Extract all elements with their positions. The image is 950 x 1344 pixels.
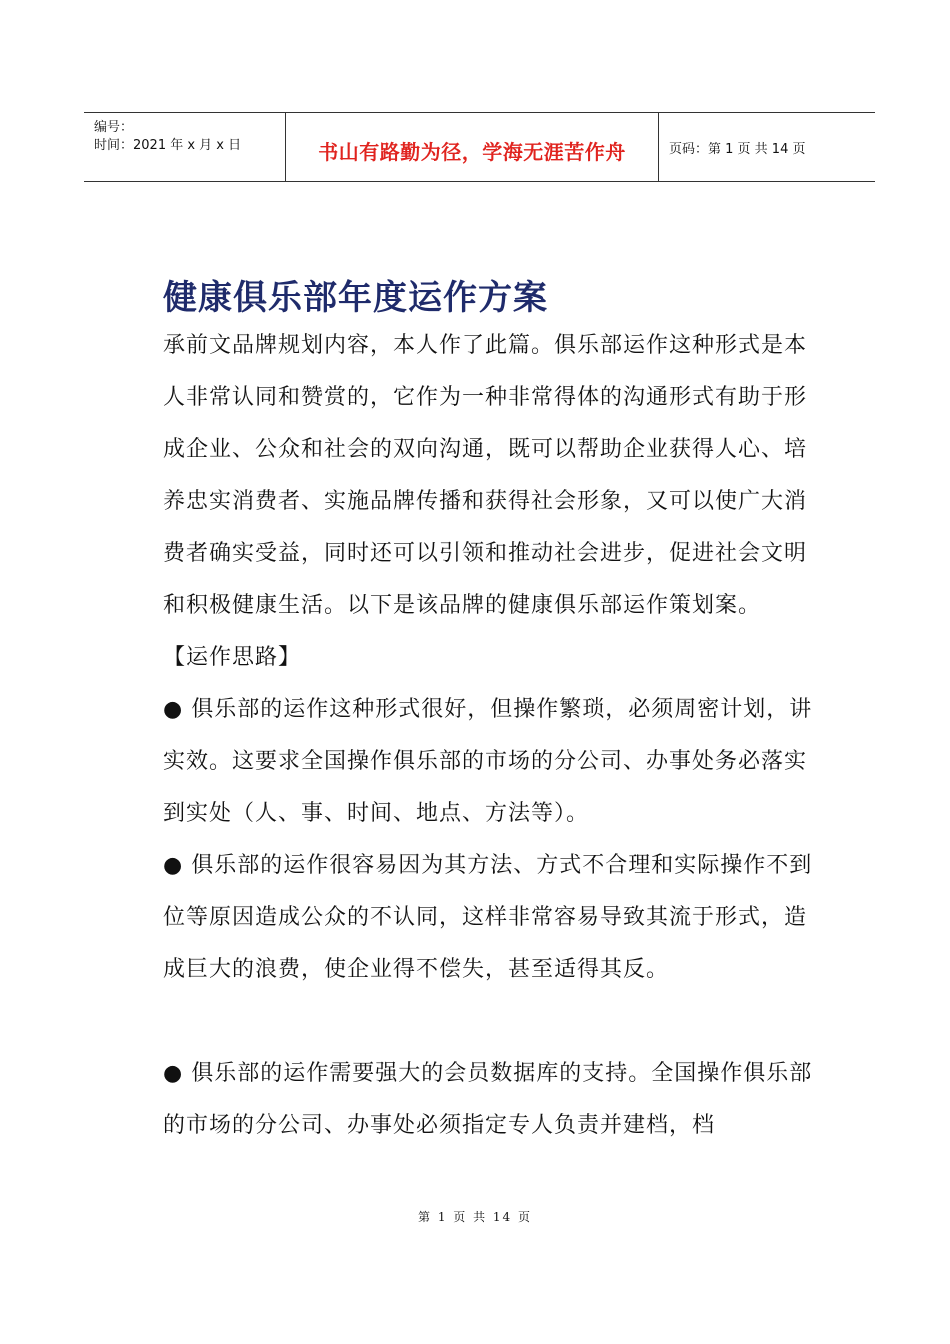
bullet-paragraph: ● 俱乐部的运作很容易因为其方法、方式不合理和实际操作不到位等原因造成公众的不认同，这样非常容易导致其流于形式，造成巨大的浪费，使企业得不偿失，甚至适得其反。 xyxy=(163,853,813,982)
page-info: 页码：第 1 页 共 14 页 xyxy=(669,141,806,157)
date-label: 时间：2021 年 x 月 x 日 xyxy=(94,138,242,153)
bullet-paragraph: ● 俱乐部的运作这种形式很好，但操作繁琐，必须周密计划，讲实效。这要求全国操作俱乐部的市场的分公司、办事处务必落实到实处（人、事、时间、地点、方法等）。 xyxy=(163,697,813,826)
header-page-cell xyxy=(659,113,875,181)
document-body xyxy=(163,320,813,1152)
serial-number-label: 编号： xyxy=(94,120,134,135)
bullet-paragraph: ● 俱乐部的运作需要强大的会员数据库的支持。全国操作俱乐部的市场的分公司、办事处必须指定专人负责并建档，档 xyxy=(163,1061,813,1138)
page-footer: 第 1 页 共 14 页 xyxy=(418,1210,532,1224)
document-title: 健康俱乐部年度运作方案 xyxy=(163,278,548,318)
section-heading: 【运作思路】 xyxy=(163,645,302,670)
header-meta-cell xyxy=(84,113,286,181)
motto-text: 书山有路勤为径，学海无涯苦作舟 xyxy=(318,139,626,164)
header-table xyxy=(84,112,875,182)
paragraph-gap xyxy=(163,996,813,1048)
intro-paragraph: 承前文品牌规划内容，本人作了此篇。俱乐部运作这种形式是本人非常认同和赞赏的，它作为一种非常得体的沟通形式有助于形成企业、公众和社会的双向沟通，既可以帮助企业获得人心、培养忠实消费者、实施品牌传播和获得社会形象，又可以使广大消费者确实受益，同时还可以引领和推动社会进步，促进社会文明和积极健康生活。以下是该品牌的健康俱乐部运作策划案。 xyxy=(163,333,808,618)
header-motto-cell xyxy=(286,113,659,181)
